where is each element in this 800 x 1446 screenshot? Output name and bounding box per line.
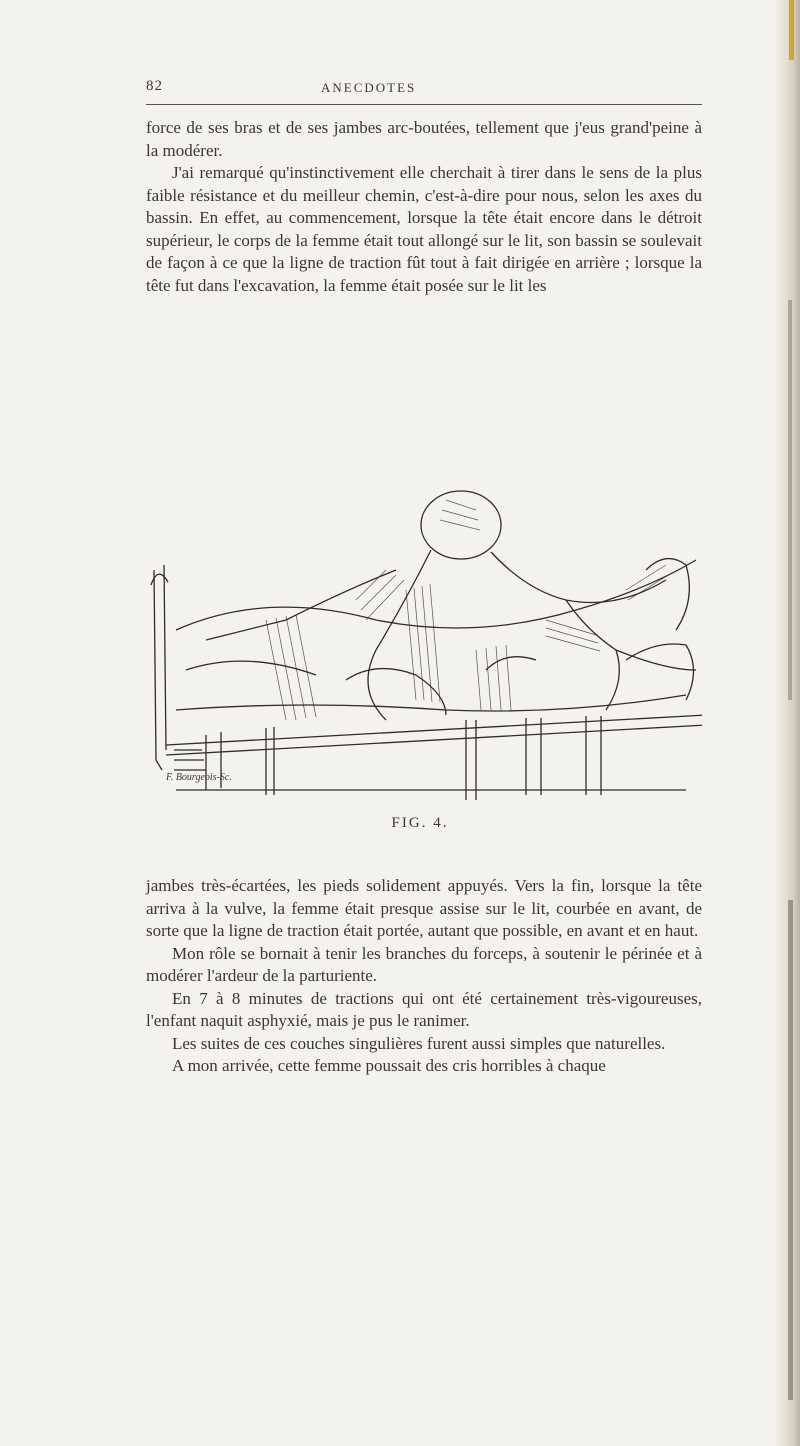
engraving-figure [146, 470, 702, 805]
running-head [146, 78, 702, 100]
header-rule [146, 104, 702, 105]
paragraph-continuation: force de ses bras et de ses jambes arc-boutées, tellement que j'eus grand'peine à la modérer. [146, 118, 702, 160]
paragraph: En 7 à 8 minutes de tractions qui ont été certainement très-vigoureuses, l'enfant naquit asphyxié, mais je pus le ranimer. [146, 988, 702, 1030]
running-title: ANECDOTES [321, 80, 417, 95]
paragraph: Les suites de ces couches singulières furent aussi simples que naturelles. [172, 1033, 666, 1053]
page-edge [774, 0, 800, 1446]
paragraph: A mon arrivée, cette femme poussait des cris horribles à chaque [172, 1056, 606, 1075]
birth-scene-engraving [146, 470, 702, 805]
paragraph: J'ai remarqué qu'instinctivement elle cherchait à tirer dans le sens de la plus faible résistance et du meilleur chemin, c'est-à-dire pour nous, selon les axes du bassin. En effet, au commencement, lorsque la tête était encore dans le détroit supérieur, le corps de la femme était tout allongé sur le lit, son bassin se soulevait de façon à ce que la ligne de traction fût tout à fait dirigée en arrière ; lorsque la tête fut dans l'excavation, la femme était posée sur le lit les [146, 163, 702, 295]
engraver-signature: F. Bourgeois-Sc. [166, 772, 232, 783]
figure-caption: FIG. 4. [391, 815, 449, 831]
paragraph: Mon rôle se bornait à tenir les branches du forceps, à soutenir le périnée et à modérer l'ardeur de la parturiente. [146, 943, 702, 985]
page-number: 82 [146, 78, 163, 94]
paragraph-continuation: jambes très-écartées, les pieds solidement appuyés. Vers la fin, lorsque la tête arriva à la vulve, la femme était presque assise sur le lit, courbée en avant, de sorte que la ligne de traction était portée, autant que possible, en avant et en haut. [146, 876, 702, 940]
text-block-top [146, 117, 702, 297]
text-block-bottom [146, 875, 702, 1078]
edge-shadow-marks [786, 0, 796, 1446]
